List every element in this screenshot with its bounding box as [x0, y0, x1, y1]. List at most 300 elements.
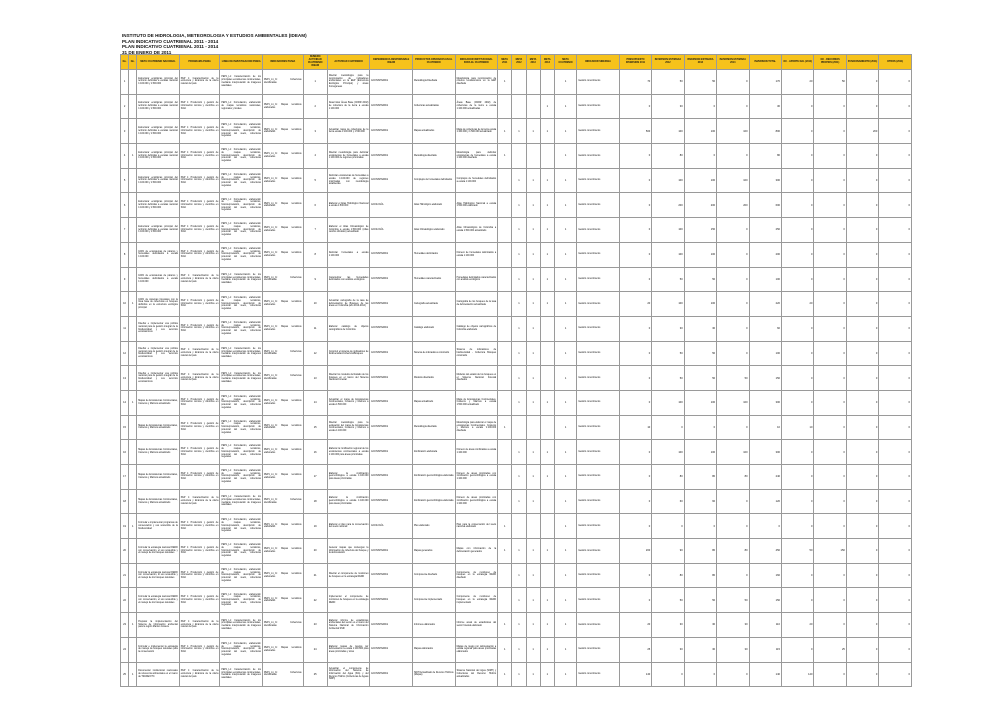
aporte-nal-cell: 0: [781, 119, 813, 144]
meta-cell: Estructurar ecológicas principal del territorio definidas a escalas nacional 1:100.000 y 1:500.000: [137, 144, 180, 169]
sinergia-cell: Gestión conocimiento: [577, 292, 620, 317]
linea-cell: PEP1_L1: Formulación, elaboración de mapas temáticos, fotointerpretación, descripción de potencial del suelo, coberturas vegetales: [220, 514, 263, 539]
meta-2011-cell: [498, 489, 512, 514]
linea-cell: PEP1_L1: Formulación, elaboración de mapas temáticos, fotointerpretación, descripción de potencial del suelo, coberturas vegetales: [220, 242, 263, 267]
indicador-pgnia-cell: PEP1_L1_I1: Mapas temáticos elaborados: [262, 588, 303, 613]
column-header: META 2011: [498, 55, 512, 70]
inversion-2014-cell: 0: [717, 415, 749, 440]
meta-cuatrienio-cell: 1: [554, 613, 576, 638]
indicador-institucional-cell: Catálogo de objetos cartográficos de Colombia elaborado: [455, 316, 498, 341]
producto-cell: Sistema de indicadores construido: [412, 341, 455, 366]
funcionamiento-cell: 0: [846, 637, 878, 662]
inversion-2012-cell: 30: [652, 94, 684, 119]
otros-cell: 0: [879, 662, 912, 687]
indicador-pgnia-cell: PEP1_L1_I1: Coberturas identificadas: [262, 613, 303, 638]
meta-cuatrienio-cell: 1: [554, 415, 576, 440]
meta-cell: Mapas de Ecosistemas Continentales, Costeros y Marinos actualizado: [137, 465, 180, 490]
funcionamiento-cell: 0: [846, 292, 878, 317]
meta-2014-cell: 1: [540, 662, 554, 687]
meta-2014-cell: 1: [540, 539, 554, 564]
meta-cell: 100% de ecosistemas de páramo y humedales delimitados a escala 1:100.000: [137, 242, 180, 267]
indicador-institucional-cell: Número de áreas priorizadas con zonificación geomorfológica a escala 1:100.000: [455, 465, 498, 490]
meta-cuatrienio-cell: 1: [554, 489, 576, 514]
table-row: [121, 514, 912, 539]
actividad-number-cell: 12: [303, 341, 327, 366]
row-subnumber: 1: [129, 613, 137, 638]
presupuesto-2011-cell: 20: [619, 613, 651, 638]
meta-2012-cell: 1: [512, 341, 526, 366]
meta-cuatrienio-cell: 1: [554, 316, 576, 341]
meta-2011-cell: [498, 94, 512, 119]
otros-cell: 0: [879, 366, 912, 391]
meta-2013-cell: 1: [526, 539, 540, 564]
indicador-institucional-cell: Metodología para incorporación de criterios ecosistémicos en la EEP diseñada: [455, 70, 498, 95]
meta-2012-cell: 1: [512, 218, 526, 243]
actividad-number-cell: 16: [303, 440, 327, 465]
indicador-institucional-cell: Atlas Hidrológico Nacional a escala 1:500.000 elaborado: [455, 193, 498, 218]
meta-cuatrienio-cell: 1: [554, 514, 576, 539]
inversion-2014-cell: 0: [717, 563, 749, 588]
recursos-propios-cell: 0: [814, 168, 846, 193]
programa-cell: PEP 1: Producción y gestión de información técnica y científica en SIAC: [179, 292, 220, 317]
dependencia-cell: ECOSISTEMAS: [370, 168, 413, 193]
meta-2012-cell: 1: [512, 366, 526, 391]
presupuesto-2011-cell: 0: [619, 390, 651, 415]
table-row: [121, 144, 912, 169]
otros-cell: 0: [879, 119, 912, 144]
programa-cell: PEP 1: Producción y gestión de información técnica y científica en SIAC: [179, 218, 220, 243]
sinergia-cell: Gestión conocimiento: [577, 662, 620, 687]
sinergia-cell: Gestión conocimiento: [577, 94, 620, 119]
aporte-nal-cell: 0: [781, 316, 813, 341]
actividad-cell: Elaborar la zonificación geomorfológica a escala 1:100.000 para áreas priorizadas: [327, 489, 370, 514]
inversion-2013-cell: 0: [684, 94, 716, 119]
meta-cuatrienio-cell: 1: [554, 119, 576, 144]
row-number: 20: [121, 539, 129, 564]
meta-2013-cell: 1: [526, 390, 540, 415]
linea-cell: PEP1_L1: Caracterización de los principales ecosistemas continentales, mediante interpretación de imágenes satelitales: [220, 366, 263, 391]
row-number: 13: [121, 366, 129, 391]
table-row: [121, 341, 912, 366]
actividad-number-cell: 7: [303, 218, 327, 243]
row-number: 24: [121, 637, 129, 662]
dependencia-cell: ECOLOGÍA: [370, 514, 413, 539]
linea-cell: PEP1_L1: Caracterización de los principales ecosistemas continentales, mediante interpretación de imágenes satelitales: [220, 70, 263, 95]
meta-2011-cell: [498, 366, 512, 391]
actividad-cell: Diseñar el componente de monitoreo de bosques en la estrategia REDD: [327, 563, 370, 588]
actividad-cell: Elaborar el plan para la conservación del suelo nacional: [327, 514, 370, 539]
inversion-2012-cell: 60: [652, 489, 684, 514]
meta-2014-cell: 1: [540, 94, 554, 119]
inversion-total-cell: 170: [749, 70, 781, 95]
actividad-number-cell: 14: [303, 390, 327, 415]
indicador-institucional-cell: Mapas de riesgo por deforestación a escala regional para áreas priorizadas elaborados: [455, 637, 498, 662]
meta-2014-cell: [540, 316, 554, 341]
sinergia-cell: Gestión conocimiento: [577, 563, 620, 588]
programa-cell: PEP 1: Producción y gestión de información técnica y científica en SIAC: [179, 390, 220, 415]
presupuesto-2011-cell: 0: [619, 440, 651, 465]
column-header: INVERSION ESTIMADA 2014: [717, 55, 749, 70]
meta-2013-cell: [526, 144, 540, 169]
meta-cell: Diseñar e implementar una política nacional para la gestión integral de la biodiversidad y sus servicios ecosistémicos: [137, 316, 180, 341]
linea-cell: PEP1_L1: Formulación, elaboración de mapas temáticos, fotointerpretación, descripción de potencial del suelo, coberturas vegetales: [220, 415, 263, 440]
recursos-propios-cell: 0: [814, 489, 846, 514]
sinergia-cell: Gestión conocimiento: [577, 637, 620, 662]
meta-cell: Mapas de Ecosistemas Continentales, Costeros y Marinos actualizado: [137, 415, 180, 440]
actividad-number-cell: 1: [303, 70, 327, 95]
otros-cell: 0: [879, 514, 912, 539]
indicador-pgnia-cell: PEP1_L1_I1: Mapas temáticos elaborados: [262, 390, 303, 415]
otros-cell: 0: [879, 144, 912, 169]
producto-cell: Cartografía actualizada: [412, 292, 455, 317]
column-header: META 2012: [512, 55, 526, 70]
indicador-institucional-cell: Modelos del estado de los bosques en el Sistema Nacional Forestal diseñados: [455, 366, 498, 391]
presupuesto-2011-cell: 0: [619, 242, 651, 267]
producto-cell: Componente implementado: [412, 588, 455, 613]
row-number: 16: [121, 440, 129, 465]
meta-2011-cell: [498, 168, 512, 193]
row-number: 18: [121, 489, 129, 514]
meta-2011-cell: [498, 440, 512, 465]
funcionamiento-cell: 0: [846, 514, 878, 539]
meta-2013-cell: 1: [526, 465, 540, 490]
aporte-nal-cell: 0: [781, 242, 813, 267]
indicador-institucional-cell: Metodología para elaborar el mapa de ecosistemas Continentales, Costeros y Marinos a escala 1:100.000 diseñada: [455, 415, 498, 440]
meta-2011-cell: [498, 588, 512, 613]
meta-2014-cell: 1: [540, 119, 554, 144]
inversion-2012-cell: 30: [652, 613, 684, 638]
column-header: FUNCIONAMIENTO (2011): [846, 55, 878, 70]
indicador-pgnia-cell: PEP1_L1_I1: Mapas temáticos elaborados: [262, 440, 303, 465]
funcionamiento-cell: 0: [846, 193, 878, 218]
meta-2014-cell: 1: [540, 390, 554, 415]
dependencia-cell: ECOSISTEMAS: [370, 70, 413, 95]
meta-cuatrienio-cell: 1: [554, 539, 576, 564]
linea-cell: PEP1_L1: Formulación, elaboración de mapas temáticos, fotointerpretación, descripción de potencial del suelo, coberturas vegetales: [220, 218, 263, 243]
producto-cell: Humedales caracterizados: [412, 267, 455, 292]
row-number: 5: [121, 168, 129, 193]
table-row: [121, 390, 912, 415]
meta-cuatrienio-cell: 1: [554, 267, 576, 292]
meta-2014-cell: 1: [540, 440, 554, 465]
row-subnumber: [129, 489, 137, 514]
indicador-institucional-cell: Número de humedales delimitados a escala 1:100.000: [455, 242, 498, 267]
row-number: 2: [121, 94, 129, 119]
otros-cell: 0: [879, 539, 912, 564]
inversion-2014-cell: 50: [717, 366, 749, 391]
inversion-2014-cell: 0: [717, 514, 749, 539]
meta-cuatrienio-cell: 1: [554, 242, 576, 267]
meta-2013-cell: 1: [526, 489, 540, 514]
inversion-2013-cell: 50: [684, 588, 716, 613]
meta-cuatrienio-cell: 1: [554, 390, 576, 415]
meta-2011-cell: 1: [498, 662, 512, 687]
inversion-2012-cell: 30: [652, 316, 684, 341]
otros-cell: 0: [879, 563, 912, 588]
inversion-total-cell: 100: [749, 341, 781, 366]
recursos-propios-cell: 0: [814, 366, 846, 391]
column-header: PRODUCTOS OPERADOS EN EL CUATRENIO: [412, 55, 455, 70]
indicador-pgnia-cell: PEP1_L1_I1: Mapas temáticos elaborados: [262, 563, 303, 588]
indicador-institucional-cell: Atlas Climatológico de Colombia a escala 1:500.000 actualizado: [455, 218, 498, 243]
linea-cell: PEP1_L1: Formulación, elaboración de mapas temáticos, fotointerpretación, descripción de potencial del suelo, coberturas vegetales: [220, 168, 263, 193]
indicador-institucional-cell: Número de áreas priorizadas con zonificación geomorfológica a escala 1:100.000: [455, 489, 498, 514]
funcionamiento-cell: 0: [846, 539, 878, 564]
row-number: 14: [121, 390, 129, 415]
column-header: No.: [121, 55, 129, 70]
inversion-total-cell: 300: [749, 168, 781, 193]
inversion-total-cell: 450: [749, 539, 781, 564]
inversion-2013-cell: 80: [684, 563, 716, 588]
dependencia-cell: ECOSISTEMAS: [370, 144, 413, 169]
meta-2013-cell: 1: [526, 341, 540, 366]
inversion-total-cell: 600: [749, 193, 781, 218]
inversion-2012-cell: 80: [652, 144, 684, 169]
programa-cell: PEP 1: Caracterización de la estructura y dinámica de la oferta natural del país: [179, 662, 220, 687]
indicador-institucional-cell: Componente de monitoreo de bosques en la estrategia REDD diseñado: [455, 563, 498, 588]
inversion-total-cell: 150: [749, 366, 781, 391]
actividad-cell: Actualizar el mapa de Ecosistemas Continentales, Costeros y Marinos a escala 1:500.000: [327, 390, 370, 415]
meta-2013-cell: 1: [526, 119, 540, 144]
actividad-cell: Determinar Áreas Base (CNRR 2002) de cobertura de la tierra a escala 1:100.000: [327, 94, 370, 119]
table-row: [121, 539, 912, 564]
aporte-nal-cell: 0: [781, 94, 813, 119]
column-header: No.: [129, 55, 137, 70]
producto-cell: Mapas elaborados: [412, 637, 455, 662]
inversion-2014-cell: 0: [717, 662, 749, 687]
inversion-2012-cell: 0: [652, 415, 684, 440]
title-line: PLAN INDICATIVO CUATRIENAL 2011 - 2014: [122, 44, 219, 50]
recursos-propios-cell: 0: [814, 242, 846, 267]
meta-2013-cell: 1: [526, 613, 540, 638]
inversion-total-cell: 30: [749, 94, 781, 119]
programa-cell: PEP 1: Producción y gestión de información técnica y científica en SIAC: [179, 539, 220, 564]
funcionamiento-cell: 0: [846, 390, 878, 415]
meta-2013-cell: 1: [526, 588, 540, 613]
dependencia-cell: ECOSISTEMAS: [370, 292, 413, 317]
sinergia-cell: Gestión conocimiento: [577, 70, 620, 95]
row-subnumber: [129, 168, 137, 193]
meta-cell: Documentar institucional nacionales de referencia ambientales en el marco de TRADE/OTC: [137, 662, 180, 687]
funcionamiento-cell: 0: [846, 613, 878, 638]
column-header: META CUATRIENIO NACIONAL: [137, 55, 180, 70]
row-subnumber: 1: [129, 662, 137, 687]
inversion-2014-cell: 0: [717, 70, 749, 95]
row-subnumber: [129, 94, 137, 119]
actividad-cell: Caracterizar las humedades delimitados con análisis ecológicos: [327, 267, 370, 292]
meta-2014-cell: 1: [540, 168, 554, 193]
aporte-nal-cell: 0: [781, 144, 813, 169]
meta-cuatrienio-cell: 1: [554, 94, 576, 119]
column-header: INVERSION TOTAL: [749, 55, 781, 70]
indicador-institucional-cell: Metodología para delimitar ecosistemas de humedales a escala 1:100.000 diseñada: [455, 144, 498, 169]
funcionamiento-cell: 0: [846, 70, 878, 95]
meta-cell: Estructurar ecológicas principal del territorio definidas a escalas nacional 1:100.000 y 1:500.000: [137, 119, 180, 144]
producto-cell: Metodología diseñada: [412, 415, 455, 440]
otros-cell: 0: [879, 70, 912, 95]
programa-cell: PEP 1: Producción y gestión de información técnica y científica en SIAC: [179, 119, 220, 144]
actividad-number-cell: 10: [303, 292, 327, 317]
row-subnumber: [129, 440, 137, 465]
meta-cell: Formular e implementar la estrategia de manejo de bosques naturales para la conservación: [137, 637, 180, 662]
meta-2012-cell: 1: [512, 390, 526, 415]
actividad-cell: Elaborar la zonificación geomorfológica a escala 1:100.000 para áreas priorizadas: [327, 465, 370, 490]
actividad-number-cell: 19: [303, 514, 327, 539]
meta-2011-cell: [498, 193, 512, 218]
meta-cuatrienio-cell: 1: [554, 341, 576, 366]
row-subnumber: [129, 539, 137, 564]
inversion-2013-cell: 100: [684, 390, 716, 415]
producto-cell: Mapas actualizados: [412, 119, 455, 144]
title-line: INSTITUTO DE HIDROLOGIA, METEOROLOGIA Y ESTUDIOS AMBIENTALES (IDEAM): [122, 33, 307, 38]
inversion-total-cell: 160: [749, 563, 781, 588]
inversion-total-cell: 100: [749, 267, 781, 292]
aporte-nal-cell: 50: [781, 539, 813, 564]
producto-cell: Atlas Climatológico elaborado: [412, 218, 455, 243]
meta-2014-cell: 1: [540, 218, 554, 243]
recursos-propios-cell: 0: [814, 94, 846, 119]
inversion-2013-cell: 100: [684, 242, 716, 267]
column-header: META 2014: [540, 55, 554, 70]
meta-2014-cell: 1: [540, 193, 554, 218]
inversion-2012-cell: 100: [652, 218, 684, 243]
indicador-pgnia-cell: PEP1_L1_I1: Mapas temáticos elaborados: [262, 415, 303, 440]
indicador-pgnia-cell: PEP1_L1_I1: Coberturas identificadas: [262, 341, 303, 366]
actividad-cell: Elaborar mapas de riesgos por deforestación a escala 1:100.000 para áreas priorizadas y otras: [327, 637, 370, 662]
row-subnumber: [129, 70, 137, 95]
linea-cell: PEP1_L1: Formulación, elaboración de mapas temáticos, fotointerpretación, descripción de potencial del suelo, coberturas vegetales: [220, 193, 263, 218]
recursos-propios-cell: 0: [814, 267, 846, 292]
inversion-2012-cell: 100: [652, 440, 684, 465]
meta-2013-cell: 1: [526, 637, 540, 662]
sinergia-cell: Gestión conocimiento: [577, 144, 620, 169]
meta-2011-cell: [498, 465, 512, 490]
otros-cell: 0: [879, 588, 912, 613]
inversion-total-cell: 800: [749, 119, 781, 144]
inversion-2012-cell: 100: [652, 119, 684, 144]
producto-cell: Modelos diseñados: [412, 366, 455, 391]
aporte-nal-cell: 20: [781, 70, 813, 95]
aporte-nal-cell: 0: [781, 588, 813, 613]
inversion-2013-cell: 0: [684, 662, 716, 687]
meta-2013-cell: 1: [526, 218, 540, 243]
sinergia-cell: Gestión conocimiento: [577, 613, 620, 638]
funcionamiento-cell: 0: [846, 465, 878, 490]
meta-2014-cell: 1: [540, 465, 554, 490]
indicador-pgnia-cell: PEP1_L1_I1: Mapas temáticos elaborados: [262, 637, 303, 662]
table-row: [121, 440, 912, 465]
meta-2012-cell: 1: [512, 563, 526, 588]
meta-cell: Mapas de Ecosistemas Continentales, Costeros y Marinos actualizado: [137, 390, 180, 415]
meta-cuatrienio-cell: 1: [554, 218, 576, 243]
meta-cuatrienio-cell: 1: [554, 588, 576, 613]
recursos-propios-cell: 0: [814, 613, 846, 638]
inversion-2013-cell: 30: [684, 316, 716, 341]
meta-2011-cell: 1: [498, 70, 512, 95]
programa-cell: PEP 1: Caracterización de la estructura y dinámica de la oferta natural del país: [179, 267, 220, 292]
otros-cell: 0: [879, 193, 912, 218]
aporte-nal-cell: 140: [781, 662, 813, 687]
column-header: INVERSION ESTIMADA 2012: [652, 55, 684, 70]
funcionamiento-cell: 0: [846, 662, 878, 687]
meta-2014-cell: [540, 366, 554, 391]
linea-cell: PEP1_L1: Caracterización de los principales ecosistemas continentales, mediante interpretación de imágenes satelitales: [220, 341, 263, 366]
table-row: [121, 193, 912, 218]
indicador-institucional-cell: Componente de monitoreo de bosques en la estrategia REDD implementado: [455, 588, 498, 613]
row-number: 25: [121, 662, 129, 687]
column-header: LINEA DE INVESTIGACION PGNIA: [220, 55, 263, 70]
meta-2011-cell: 1: [498, 119, 512, 144]
meta-2012-cell: 1: [512, 168, 526, 193]
programa-cell: PEP 1: Producción y gestión de información técnica y científica en SIAC: [179, 242, 220, 267]
inversion-2012-cell: 80: [652, 465, 684, 490]
row-subnumber: 1: [129, 514, 137, 539]
indicador-institucional-cell: Sistema Nacional del Agua (SIRH) y Coberturas del Recurso Hídrico actualizados: [455, 662, 498, 687]
presupuesto-2011-cell: 0: [619, 316, 651, 341]
meta-2012-cell: 1: [512, 662, 526, 687]
inversion-2014-cell: 100: [717, 168, 749, 193]
row-subnumber: [129, 588, 137, 613]
meta-2012-cell: [512, 70, 526, 95]
programa-cell: PEP 1: Producción y gestión de información técnica y científica en SIAC: [179, 563, 220, 588]
table-body: [121, 70, 912, 687]
column-header: OC - APORTE NAL (2011): [781, 55, 813, 70]
producto-cell: Componente diseñado: [412, 563, 455, 588]
row-number: 23: [121, 613, 129, 638]
row-subnumber: [129, 366, 137, 391]
recursos-propios-cell: 50: [814, 70, 846, 95]
meta-2012-cell: 1: [512, 292, 526, 317]
table-row: [121, 119, 912, 144]
inversion-2013-cell: 60: [684, 489, 716, 514]
producto-cell: Atlas Hidrológico elaborado: [412, 193, 455, 218]
meta-2012-cell: 1: [512, 613, 526, 638]
meta-2013-cell: 1: [526, 267, 540, 292]
meta-cuatrienio-cell: 1: [554, 366, 576, 391]
row-subnumber: [129, 341, 137, 366]
row-number: 6: [121, 193, 129, 218]
row-subnumber: [129, 465, 137, 490]
inversion-2014-cell: 0: [717, 94, 749, 119]
aporte-nal-cell: 20: [781, 613, 813, 638]
recursos-propios-cell: 0: [814, 218, 846, 243]
linea-cell: PEP1_L1: Formulación, elaboración de mapas temáticos, fotointerpretación, descripción de potencial del suelo, coberturas vegetales: [220, 465, 263, 490]
presupuesto-2011-cell: 0: [619, 168, 651, 193]
inversion-2013-cell: 100: [684, 119, 716, 144]
meta-2012-cell: 1: [512, 440, 526, 465]
otros-cell: 0: [879, 637, 912, 662]
meta-cell: 100% de ecosistemas de páramo y humedales delimitados a escala 1:100.000: [137, 267, 180, 292]
otros-cell: 0: [879, 242, 912, 267]
recursos-propios-cell: 0: [814, 390, 846, 415]
meta-2013-cell: 1: [526, 168, 540, 193]
sinergia-cell: Gestión conocimiento: [577, 366, 620, 391]
producto-cell: SIRH Actualizado de Recurso Hídricos (Mapas): [412, 662, 455, 687]
row-number: 4: [121, 144, 129, 169]
producto-cell: Metodología Diseñada: [412, 70, 455, 95]
linea-cell: PEP1_L1: Formulación, elaboración de mapas temáticos, fotointerpretación, descripción de potencial del suelo, coberturas vegetales: [220, 440, 263, 465]
sinergia-cell: Gestión conocimiento: [577, 218, 620, 243]
row-subnumber: 1: [129, 292, 137, 317]
linea-cell: PEP1_L1: Caracterización de los principales ecosistemas continentales, mediante interpretación de imágenes satelitales: [220, 613, 263, 638]
meta-cuatrienio-cell: 1: [554, 193, 576, 218]
dependencia-cell: ECOLOGÍA: [370, 193, 413, 218]
inversion-2014-cell: 100: [717, 119, 749, 144]
producto-cell: Coberturas actualizadas: [412, 94, 455, 119]
actividad-cell: Actualizar mapa de coberturas de la tierra escala 1:100.000 y 1:500.000: [327, 119, 370, 144]
aporte-nal-cell: 0: [781, 637, 813, 662]
presupuesto-2011-cell: 10: [619, 415, 651, 440]
